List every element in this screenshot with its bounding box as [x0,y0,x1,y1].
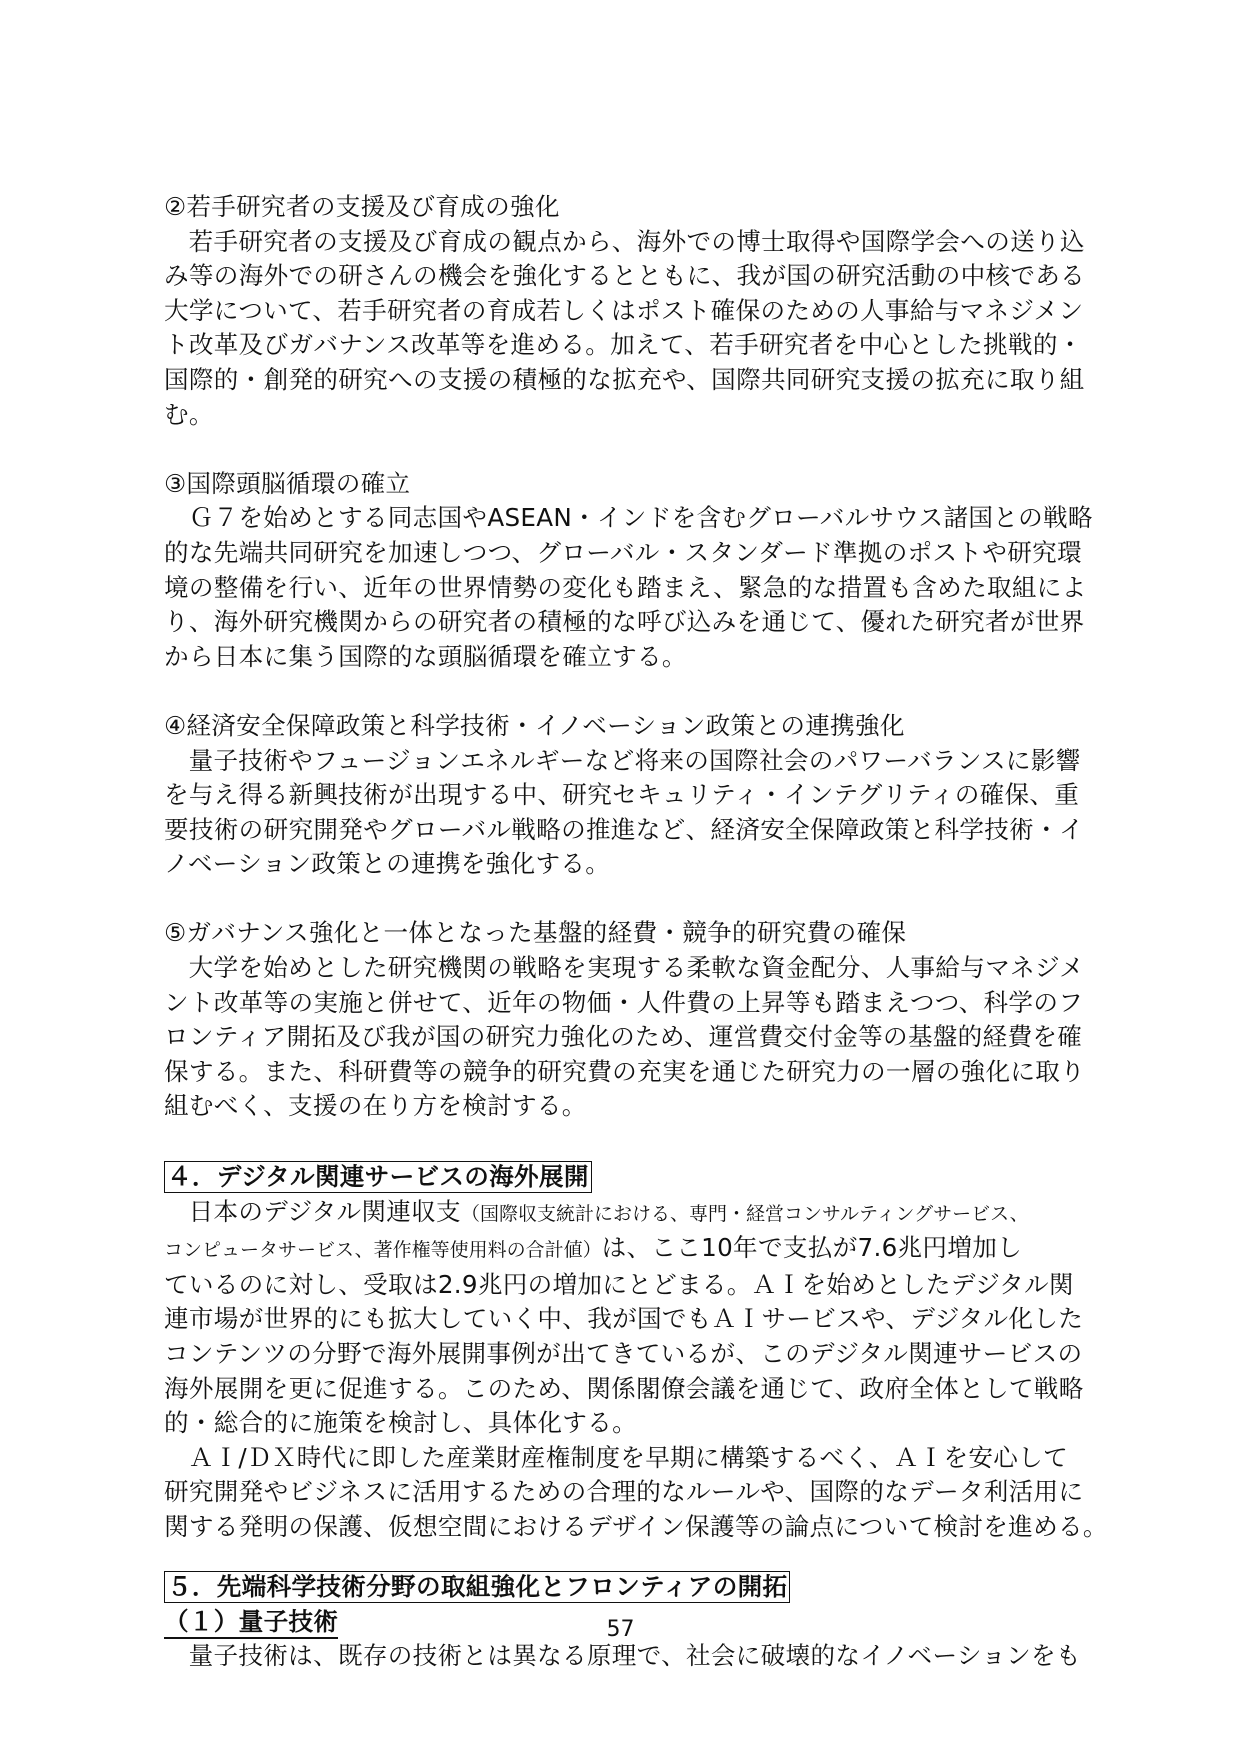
chapter-4-title: ４．デジタル関連サービスの海外展開 [164,1161,592,1193]
chapter-5-subheading: （１）量子技術 [164,1607,338,1639]
section-2-body: 若手研究者の支援及び育成の観点から、海外での博士取得や国際学会への送り込 み等の海外での研さんの機会を強化するとともに、我が国の研究活動の中核である 大学について、若手研究者の育成若しくはポスト確保のための人事給与マネジメン ト改革及びガバナンス改革等を進める。加えて、若手研究者を中心とした挑戦的・ 国際的・創発的研究への支援の積極的な拡充や、国際共同研究支援の拡充に取り組 む。 [164,226,1086,429]
chapter-4-title-row [164,1159,1124,1195]
section-3-body: Ｇ７を始めとする同志国やASEAN・インドを含むグローバルサウス諸国との戦略 的な先端共同研究を加速しつつ、グローバル・スタンダード準拠のポストや研究環 境の整備を行い、近年の世界情勢の変化も踏まえ、緊急的な措置も含めた取組によ り、海外研究機関からの研究者の積極的な呼び込みを通じて、優れた研究者が世界 から日本に集う国際的な頭脳循環を確立する。 [164,503,1093,671]
section-5-body: 大学を始めとした研究機関の戦略を実現する柔軟な資金配分、人事給与マネジメ ント改革等の実施と併せて、近年の物価・人件費の上昇等も踏まえつつ、科学のフ ロンティア開拓及び我が国の研究力強化のため、運営費交付金等の基盤的経費を確 保する。また、科研費等の競争的研究費の充実を通じた研究力の一層の強化に取り 組むべく、支援の在り方を検討する。 [164,953,1086,1121]
chapter-5-title: ５．先端科学技術分野の取組強化とフロンティアの開拓 [164,1571,790,1603]
chapter-4-note: （国際収支統計における、専門・経営コンサルティングサービス、 コンピュータサービス、著作権等使用料の合計値） [164,1202,1029,1262]
chapter-5-body: 量子技術は、既存の技術とは異なる原理で、社会に破壊的なイノベーションをも [188,1641,1081,1671]
spacer [164,882,1124,917]
spacer [164,432,1124,467]
section-2-heading: ②若手研究者の支援及び育成の強化 [164,192,560,221]
chapter-4-paragraph-1 [164,1195,1124,1441]
document-body [164,190,1124,1674]
chapter-4-rest: は、ここ10年で支払が7.6兆円増加し ているのに対し、受取は2.9兆円の増加にとどまる。ＡＩを始めとしたデジタル関 連市場が世界的にも拡大していく中、我が国でもＡＩサービスや、デジタル化した コンテンツの分野で海外展開事例が出てきているが、このデジタル関連サービスの 海外展開を更に促進する。このため、関係閣僚会議を通じて、政府全体として戦略 的・総合的に施策を検討し、具体化する。 [164,1233,1084,1438]
spacer [164,1124,1124,1159]
chapter-4-paragraph-2: ＡＩ/ＤＸ時代に即した産業財産権制度を早期に構築するべく、ＡＩを安心して 研究開発やビジネスに活用するための合理的なルールや、国際的なデータ利活用に 関する発明の保護、仮想空間におけるデザイン保護等の論点について検討を進める。 [164,1442,1108,1541]
spacer [164,1545,1124,1569]
spacer [164,674,1124,709]
section-5-heading: ⑤ガバナンス強化と一体となった基盤的経費・競争的研究費の確保 [164,918,907,948]
section-4-heading: ④経済安全保障政策と科学技術・イノベーション政策との連携強化 [164,710,905,740]
chapter-5-title-row [164,1569,1124,1605]
chapter-4-lead: 日本のデジタル関連収支 [188,1196,461,1226]
page-number: 57 [606,1617,635,1642]
section-3-heading: ③国際頭脳循環の確立 [164,468,411,498]
section-4-body: 量子技術やフュージョンエネルギーなど将来の国際社会のパワーバランスに影響 を与え得る新興技術が出現する中、研究セキュリティ・インテグリティの確保、重 要技術の研究開発やグローバル戦略の推進など、経済安全保障政策と科学技術・イ ノベーション政策との連携を強化する。 [164,745,1084,879]
